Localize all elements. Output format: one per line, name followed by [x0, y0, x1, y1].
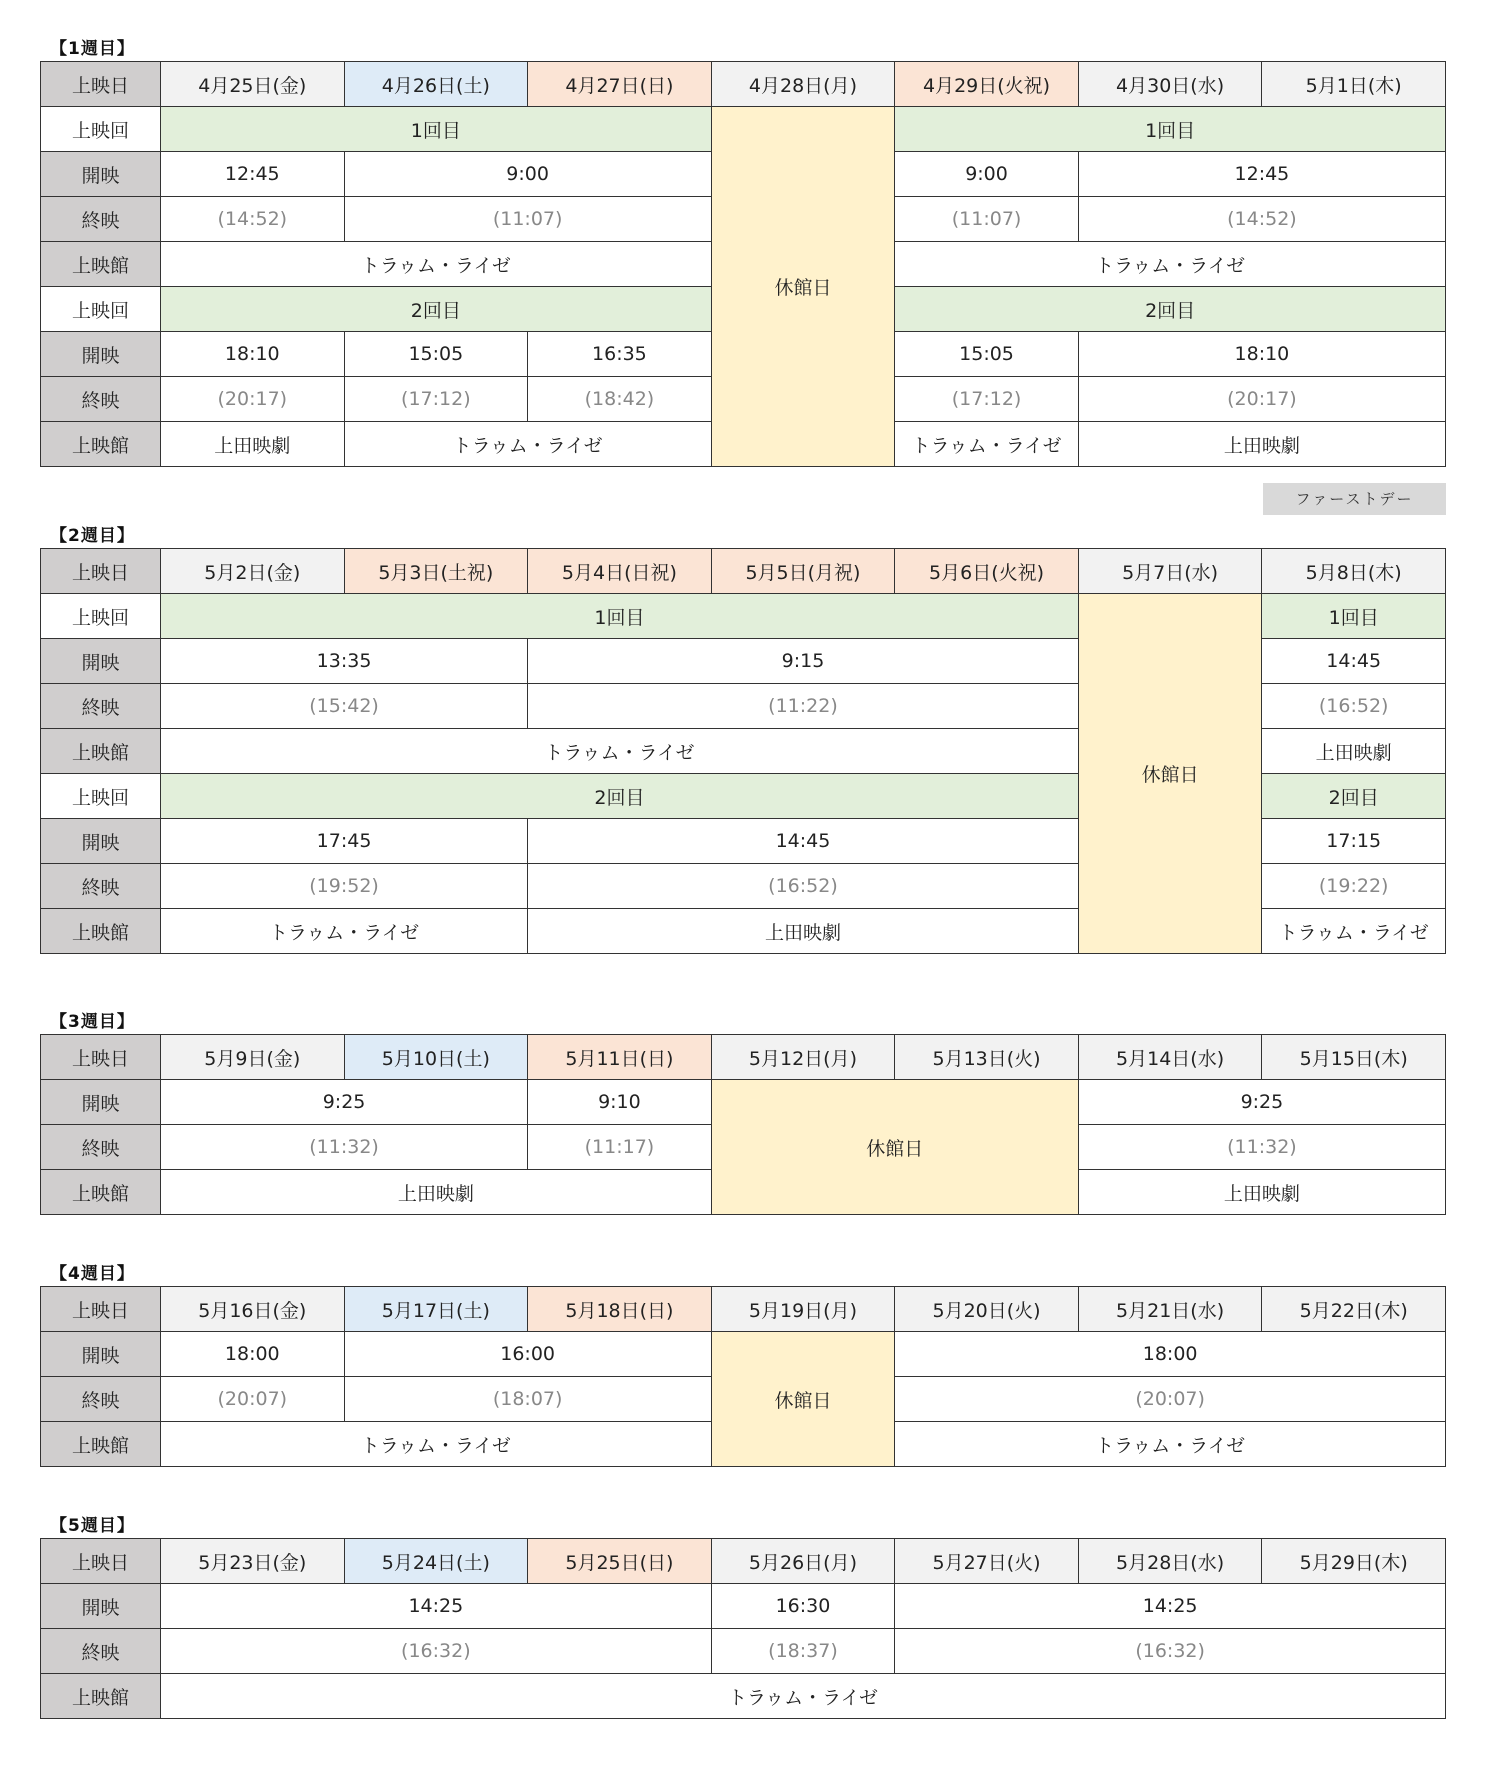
row-label-date: 上映日 [41, 1539, 161, 1584]
week-1-table [40, 61, 1446, 467]
end-time-cell: (11:32) [161, 1125, 528, 1170]
week-2-date-row [41, 549, 1446, 594]
row-label-venue: 上映館 [41, 242, 161, 287]
date-cell: 5月9日(金) [161, 1035, 345, 1080]
date-cell: 5月23日(金) [161, 1539, 345, 1584]
date-cell: 5月7日(水) [1078, 549, 1262, 594]
date-cell: 5月28日(水) [1078, 1539, 1262, 1584]
venue-cell: 上田映劇 [1078, 1170, 1445, 1215]
start-time-cell: 9:15 [528, 639, 1079, 684]
start-time-cell: 12:45 [161, 152, 345, 197]
row-label-start: 開映 [41, 639, 161, 684]
round-cell: 1回目 [1262, 594, 1446, 639]
end-time-cell: (18:42) [528, 377, 712, 422]
date-cell: 5月21日(水) [1078, 1287, 1262, 1332]
date-cell: 4月26日(土) [344, 62, 528, 107]
closed-day-cell: 休館日 [1078, 594, 1262, 954]
end-time-cell: (19:52) [161, 864, 528, 909]
date-cell: 5月4日(日祝) [528, 549, 712, 594]
date-cell: 4月29日(火祝) [895, 62, 1079, 107]
week-4-table [40, 1286, 1446, 1467]
start-time-cell: 18:00 [161, 1332, 345, 1377]
week-5-end-row [41, 1629, 1446, 1674]
date-cell: 5月22日(木) [1262, 1287, 1446, 1332]
date-cell: 4月28日(月) [711, 62, 895, 107]
start-time-cell: 14:45 [528, 819, 1079, 864]
date-cell: 4月27日(日) [528, 62, 712, 107]
start-time-cell: 17:15 [1262, 819, 1446, 864]
date-cell: 5月27日(火) [895, 1539, 1079, 1584]
start-time-cell: 14:25 [895, 1584, 1446, 1629]
date-cell: 5月1日(木) [1262, 62, 1446, 107]
week-4-title: 【4週目】 [50, 1264, 135, 1284]
round-cell: 1回目 [161, 594, 1079, 639]
round-cell: 2回目 [161, 774, 1079, 819]
week-2-title: 【2週目】 [50, 526, 135, 546]
week-1-date-row [41, 62, 1446, 107]
venue-cell: トラゥム・ライゼ [895, 422, 1079, 467]
date-cell: 5月6日(火祝) [895, 549, 1079, 594]
venue-cell: 上田映劇 [528, 909, 1079, 954]
venue-cell: トラゥム・ライゼ [161, 729, 1079, 774]
end-time-cell: (11:07) [344, 197, 711, 242]
row-label-round: 上映回 [41, 287, 161, 332]
start-time-cell: 17:45 [161, 819, 528, 864]
start-time-cell: 18:00 [895, 1332, 1446, 1377]
date-cell: 5月8日(木) [1262, 549, 1446, 594]
date-cell: 5月26日(月) [711, 1539, 895, 1584]
week-3-table [40, 1034, 1446, 1215]
row-label-end: 終映 [41, 1125, 161, 1170]
row-label-venue: 上映館 [41, 1170, 161, 1215]
date-cell: 5月20日(火) [895, 1287, 1079, 1332]
week-3-date-row [41, 1035, 1446, 1080]
date-cell: 5月18日(日) [528, 1287, 712, 1332]
week-4-date-row [41, 1287, 1446, 1332]
closed-day-cell: 休館日 [711, 1332, 895, 1467]
week-3-title: 【3週目】 [50, 1012, 135, 1032]
start-time-cell: 9:00 [344, 152, 711, 197]
row-label-venue: 上映館 [41, 1422, 161, 1467]
end-time-cell: (16:52) [1262, 684, 1446, 729]
row-label-date: 上映日 [41, 62, 161, 107]
week-2-round1-row [41, 594, 1446, 639]
start-time-cell: 9:10 [528, 1080, 712, 1125]
start-time-cell: 16:00 [344, 1332, 711, 1377]
start-time-cell: 9:00 [895, 152, 1079, 197]
start-time-cell: 9:25 [1078, 1080, 1445, 1125]
venue-cell: 上田映劇 [1262, 729, 1446, 774]
start-time-cell: 12:45 [1078, 152, 1445, 197]
row-label-round: 上映回 [41, 774, 161, 819]
date-cell: 5月19日(月) [711, 1287, 895, 1332]
end-time-cell: (17:12) [344, 377, 528, 422]
row-label-round: 上映回 [41, 594, 161, 639]
venue-cell: トラゥム・ライゼ [161, 1422, 712, 1467]
venue-cell: 上田映劇 [161, 422, 345, 467]
date-cell: 5月14日(水) [1078, 1035, 1262, 1080]
week-4-start-row [41, 1332, 1446, 1377]
row-label-end: 終映 [41, 864, 161, 909]
closed-day-cell: 休館日 [711, 1080, 1078, 1215]
venue-cell: トラゥム・ライゼ [1262, 909, 1446, 954]
end-time-cell: (11:32) [1078, 1125, 1445, 1170]
date-cell: 5月24日(土) [344, 1539, 528, 1584]
start-time-cell: 16:35 [528, 332, 712, 377]
row-label-end: 終映 [41, 684, 161, 729]
end-time-cell: (20:07) [895, 1377, 1446, 1422]
end-time-cell: (16:32) [895, 1629, 1446, 1674]
date-cell: 5月10日(土) [344, 1035, 528, 1080]
date-cell: 5月5日(月祝) [711, 549, 895, 594]
end-time-cell: (15:42) [161, 684, 528, 729]
date-cell: 5月12日(月) [711, 1035, 895, 1080]
first-day-badge: ファーストデー [1263, 483, 1446, 515]
venue-cell: トラゥム・ライゼ [895, 1422, 1446, 1467]
start-time-cell: 15:05 [344, 332, 528, 377]
row-label-start: 開映 [41, 1332, 161, 1377]
start-time-cell: 14:25 [161, 1584, 712, 1629]
row-label-venue: 上映館 [41, 1674, 161, 1719]
week-3-start-row [41, 1080, 1446, 1125]
end-time-cell: (14:52) [1078, 197, 1445, 242]
round-cell: 2回目 [1262, 774, 1446, 819]
venue-cell: トラゥム・ライゼ [161, 1674, 1446, 1719]
start-time-cell: 18:10 [161, 332, 345, 377]
venue-cell: トラゥム・ライゼ [161, 909, 528, 954]
row-label-start: 開映 [41, 1584, 161, 1629]
round-cell: 1回目 [161, 107, 712, 152]
end-time-cell: (20:07) [161, 1377, 345, 1422]
round-cell: 2回目 [161, 287, 712, 332]
row-label-date: 上映日 [41, 549, 161, 594]
end-time-cell: (11:22) [528, 684, 1079, 729]
start-time-cell: 13:35 [161, 639, 528, 684]
venue-cell: 上田映劇 [161, 1170, 712, 1215]
row-label-round: 上映回 [41, 107, 161, 152]
end-time-cell: (20:17) [161, 377, 345, 422]
row-label-end: 終映 [41, 377, 161, 422]
row-label-end: 終映 [41, 1629, 161, 1674]
week-1-title: 【1週目】 [50, 39, 135, 59]
date-cell: 5月15日(木) [1262, 1035, 1446, 1080]
week-5-venue-row [41, 1674, 1446, 1719]
date-cell: 5月3日(土祝) [344, 549, 528, 594]
week-5-start-row [41, 1584, 1446, 1629]
end-time-cell: (20:17) [1078, 377, 1445, 422]
week-5-date-row [41, 1539, 1446, 1584]
end-time-cell: (14:52) [161, 197, 345, 242]
week-5-title: 【5週目】 [50, 1516, 135, 1536]
row-label-date: 上映日 [41, 1035, 161, 1080]
closed-day-cell: 休館日 [711, 107, 895, 467]
date-cell: 5月2日(金) [161, 549, 345, 594]
start-time-cell: 9:25 [161, 1080, 528, 1125]
week-1-round1-row [41, 107, 1446, 152]
date-cell: 5月13日(火) [895, 1035, 1079, 1080]
round-cell: 1回目 [895, 107, 1446, 152]
date-cell: 5月17日(土) [344, 1287, 528, 1332]
round-cell: 2回目 [895, 287, 1446, 332]
venue-cell: トラゥム・ライゼ [344, 422, 711, 467]
end-time-cell: (18:07) [344, 1377, 711, 1422]
date-cell: 4月30日(水) [1078, 62, 1262, 107]
row-label-end: 終映 [41, 197, 161, 242]
date-cell: 5月29日(木) [1262, 1539, 1446, 1584]
row-label-date: 上映日 [41, 1287, 161, 1332]
date-cell: 4月25日(金) [161, 62, 345, 107]
row-label-end: 終映 [41, 1377, 161, 1422]
date-cell: 5月16日(金) [161, 1287, 345, 1332]
week-2-table [40, 548, 1446, 954]
row-label-start: 開映 [41, 819, 161, 864]
row-label-venue: 上映館 [41, 729, 161, 774]
end-time-cell: (16:52) [528, 864, 1079, 909]
row-label-venue: 上映館 [41, 422, 161, 467]
end-time-cell: (18:37) [711, 1629, 895, 1674]
start-time-cell: 14:45 [1262, 639, 1446, 684]
start-time-cell: 16:30 [711, 1584, 895, 1629]
end-time-cell: (19:22) [1262, 864, 1446, 909]
start-time-cell: 18:10 [1078, 332, 1445, 377]
date-cell: 5月25日(日) [528, 1539, 712, 1584]
row-label-venue: 上映館 [41, 909, 161, 954]
venue-cell: トラゥム・ライゼ [895, 242, 1446, 287]
end-time-cell: (16:32) [161, 1629, 712, 1674]
venue-cell: トラゥム・ライゼ [161, 242, 712, 287]
row-label-start: 開映 [41, 1080, 161, 1125]
end-time-cell: (11:07) [895, 197, 1079, 242]
row-label-start: 開映 [41, 152, 161, 197]
end-time-cell: (17:12) [895, 377, 1079, 422]
start-time-cell: 15:05 [895, 332, 1079, 377]
venue-cell: 上田映劇 [1078, 422, 1445, 467]
week-5-table [40, 1538, 1446, 1719]
end-time-cell: (11:17) [528, 1125, 712, 1170]
date-cell: 5月11日(日) [528, 1035, 712, 1080]
row-label-start: 開映 [41, 332, 161, 377]
